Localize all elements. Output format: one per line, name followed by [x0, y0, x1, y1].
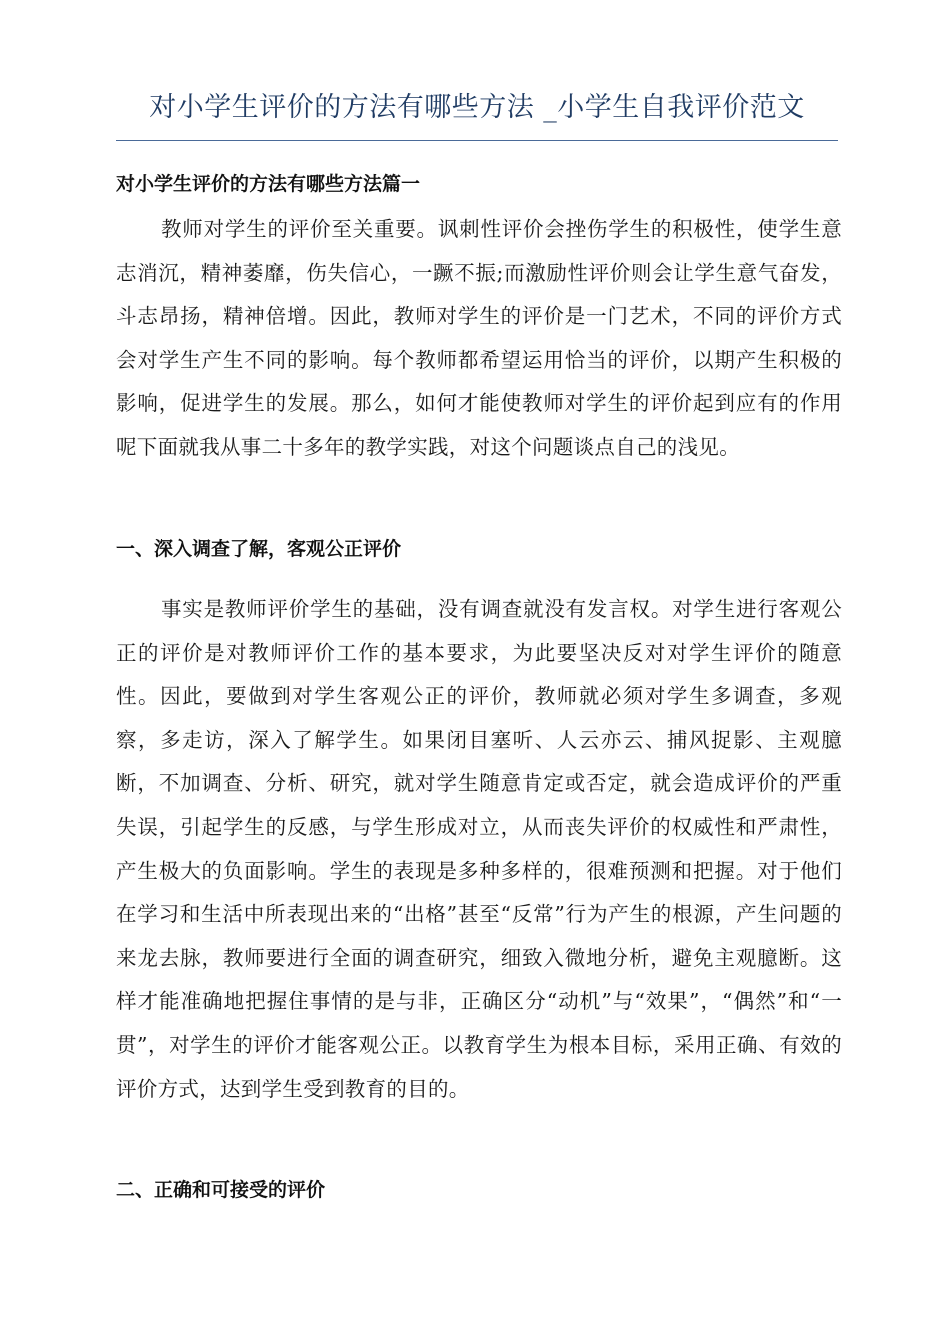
- section-paragraph-1: 教师对学生的评价至关重要。讽刺性评价会挫伤学生的积极性，使学生意志消沉，精神萎靡，伤失信心，一蹶不振;而激励性评价则会让学生意气奋发，斗志昂扬，精神倍增。因此，教师对学生的评价是一门艺术，不同的评价方式会对学生产生不同的影响。每个教师都希望运用恰当的评价，以期产生积极的影响，促进学生的发展。那么，如何才能使教师对学生的评价起到应有的作用呢下面就我从事二十多年的教学实践，对这个问题谈点自己的浅见。: [116, 217, 842, 459]
- section-heading-1: 对小学生评价的方法有哪些方法篇一: [116, 173, 421, 195]
- section-heading-3: 二、正确和可接受的评价: [116, 1179, 326, 1201]
- title-underline: [116, 140, 838, 141]
- document-title: 对小学生评价的方法有哪些方法 _小学生自我评价范文: [149, 92, 805, 123]
- section-paragraph-2: 事实是教师评价学生的基础，没有调查就没有发言权。对学生进行客观公正的评价是对教师评价工作的基本要求，为此要坚决反对对学生评价的随意性。因此，要做到对学生客观公正的评价，教师就必须对学生多调查，多观察，多走访，深入了解学生。如果闭目塞听、人云亦云、捕风捉影、主观臆断，不加调查、分析、研究，就对学生随意肯定或否定，就会造成评价的严重失误，引起学生的反感，与学生形成对立，从而丧失评价的权威性和严肃性，产生极大的负面影响。学生的表现是多种多样的，很难预测和把握。对于他们在学习和生活中所表现出来的“出格”甚至“反常”行为产生的根源，产生问题的来龙去脉，教师要进行全面的调查研究，细致入微地分析，避免主观臆断。这样才能准确地把握住事情的是与非，正确区分“动机”与“效果”，“偶然”和“一贯”，对学生的评价才能客观公正。以教育学生为根本目标，采用正确、有效的评价方式，达到学生受到教育的目的。: [116, 597, 842, 1101]
- section-heading-2: 一、深入调查了解，客观公正评价: [116, 538, 402, 560]
